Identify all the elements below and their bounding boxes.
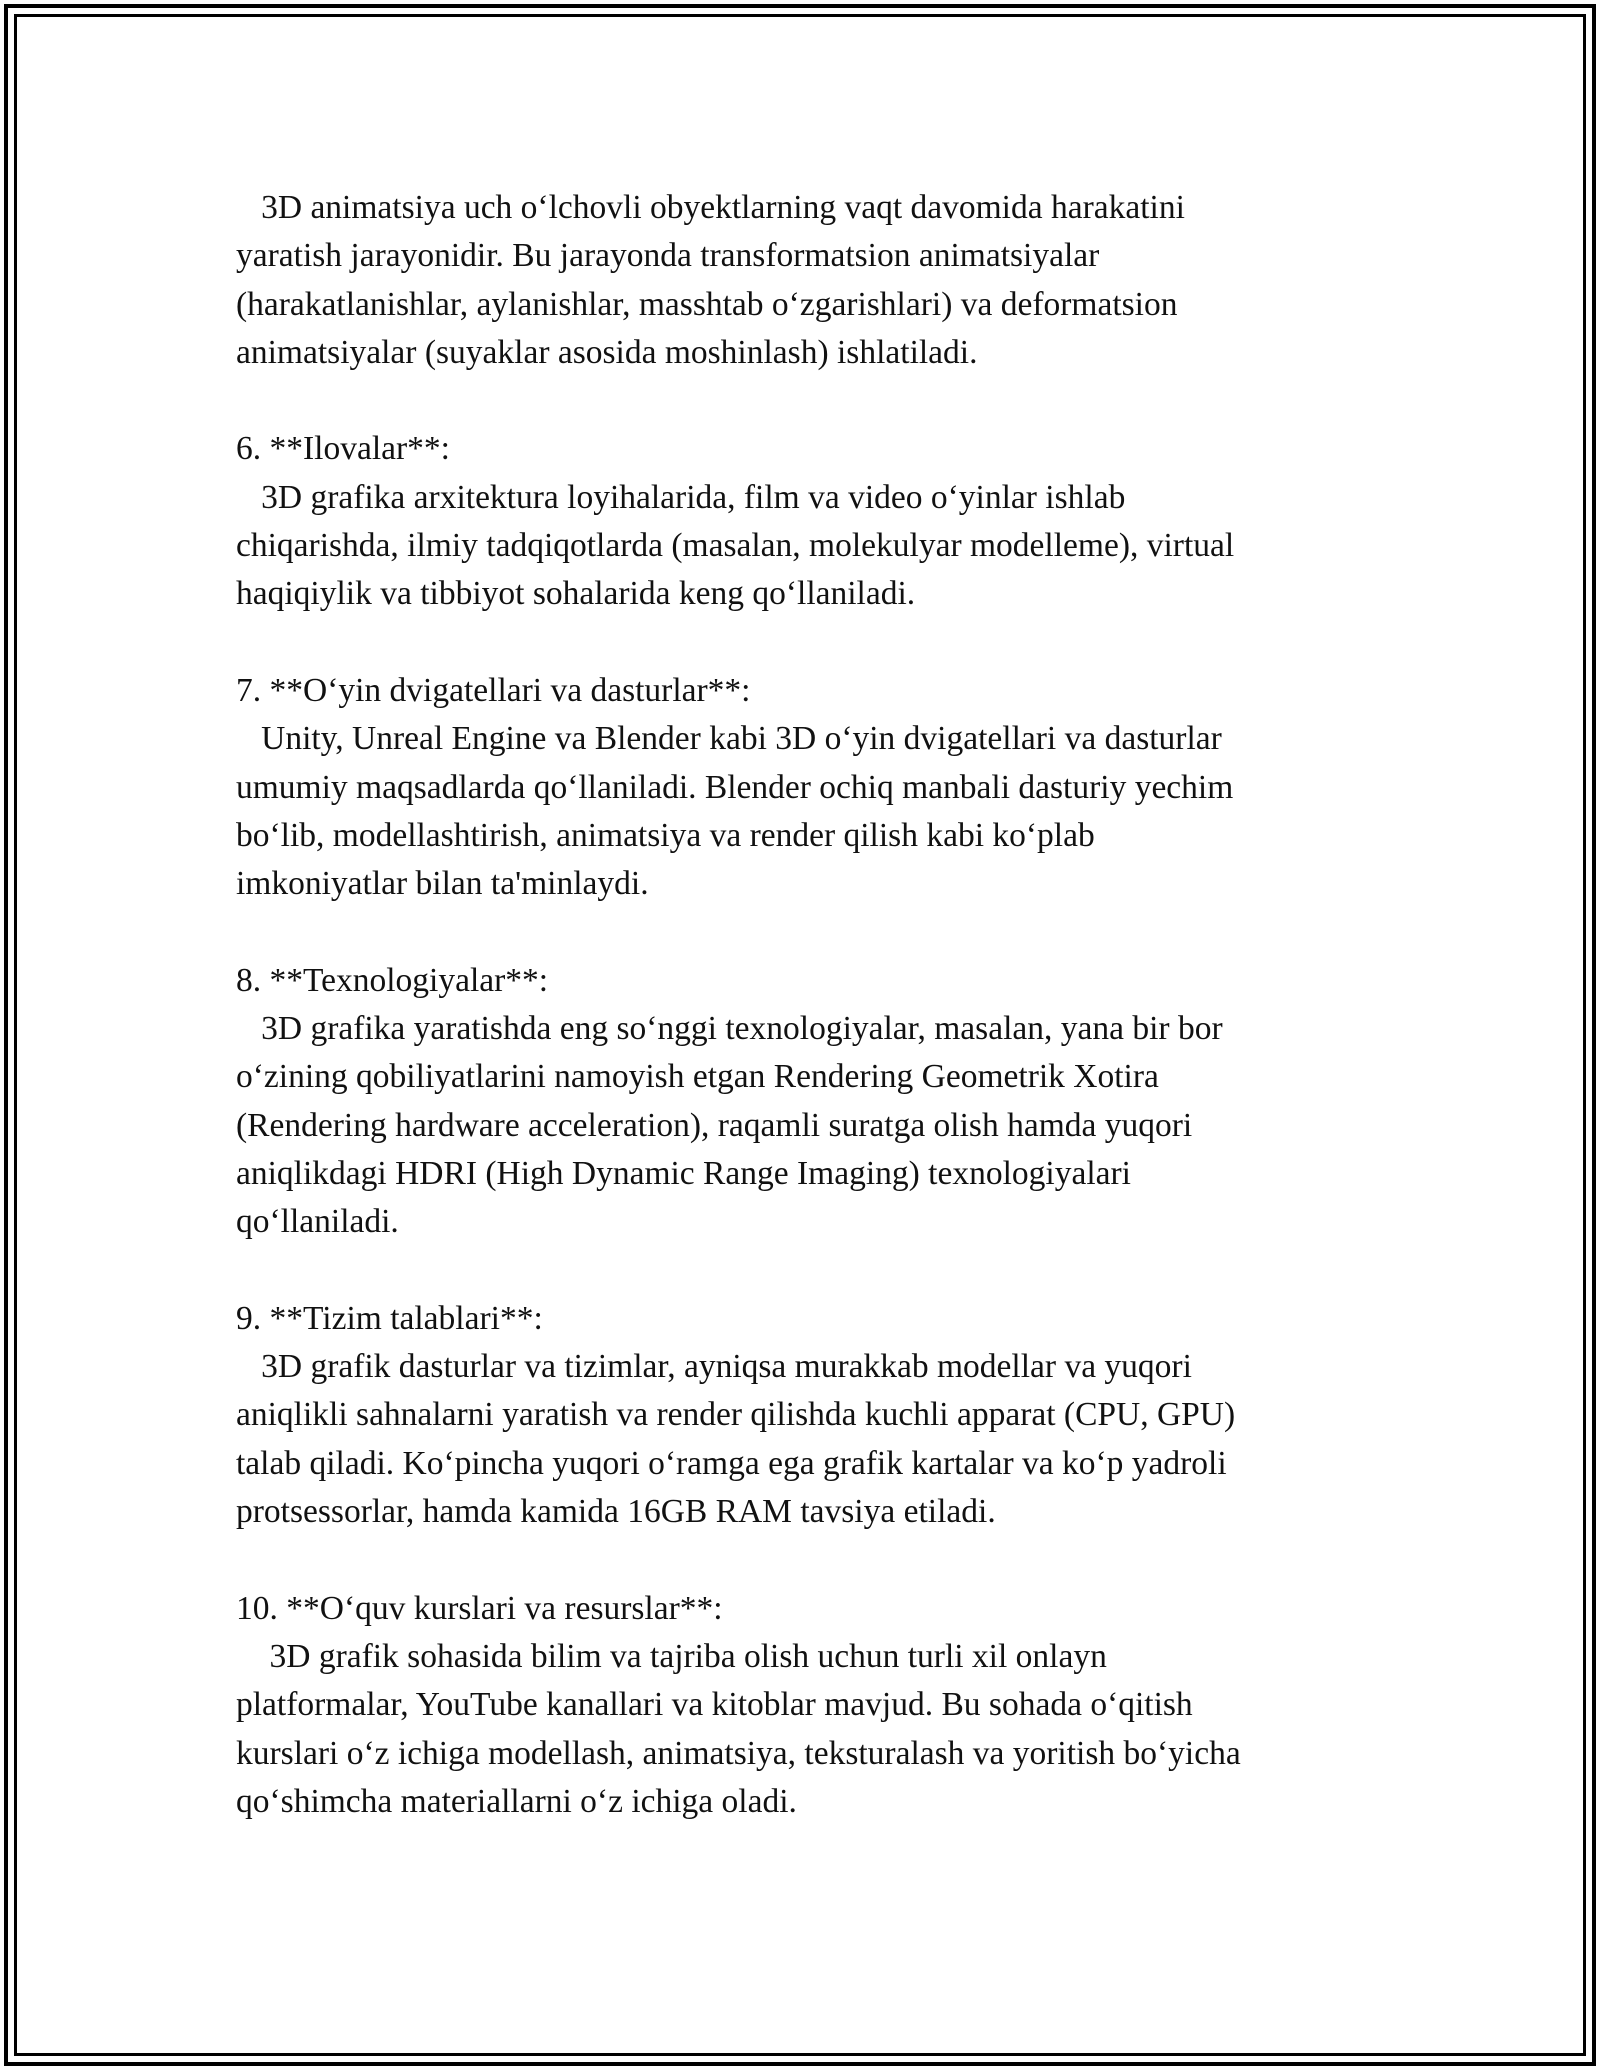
paragraph-gap [236,1247,1386,1295]
paragraph-line: umumiy maqsadlarda qo‘llaniladi. Blender ochiq manbali dasturiy yechim [236,768,1234,806]
document-body [236,184,1386,1826]
paragraph-line: kurslari o‘z ichiga modellash, animatsiya, teksturalash va yoritish bo‘yicha [236,1734,1241,1772]
paragraph-line: 3D grafik dasturlar va tizimlar, ayniqsa murakkab modellar va yuqori [236,1348,1192,1386]
paragraph-line: 3D grafika yaratishda eng so‘nggi texnologiyalar, masalan, yana bir bor [236,1010,1223,1048]
paragraph-gap [236,908,1386,956]
paragraph-line: 3D grafika arxitektura loyihalarida, film va video o‘yinlar ishlab [236,478,1126,516]
paragraph-line: platformalar, YouTube kanallari va kitoblar mavjud. Bu sohada o‘qitish [236,1686,1193,1724]
paragraph-line: o‘zining qobiliyatlarini namoyish etgan Rendering Geometrik Xotira [236,1058,1159,1096]
section-heading: 8. **Texnologiyalar**: [236,961,549,999]
section-heading: 9. **Tizim talablari**: [236,1299,543,1337]
section-heading: 6. **Ilovalar**: [236,430,450,468]
paragraph-line: bo‘lib, modellashtirish, animatsiya va render qilish kabi ko‘plab [236,816,1095,854]
paragraph-line: qo‘shimcha materiallarni o‘z ichiga oladi. [236,1782,797,1820]
paragraph-line: haqiqiylik va tibbiyot sohalarida keng qo‘llaniladi. [236,575,916,613]
paragraph-gap [236,619,1386,667]
paragraph-line: (harakatlanishlar, aylanishlar, masshtab o‘zgarishlari) va deformatsion [236,285,1178,323]
section-heading: 7. **O‘yin dvigatellari va dasturlar**: [236,671,751,709]
section-heading: 10. **O‘quv kurslari va resurslar**: [236,1589,723,1627]
paragraph-line: aniqlikdagi HDRI (High Dynamic Range Imaging) texnologiyalari [236,1154,1131,1192]
paragraph-line: chiqarishda, ilmiy tadqiqotlarda (masalan, molekulyar modelleme), virtual [236,527,1235,565]
paragraph-line: talab qiladi. Ko‘pincha yuqori o‘ramga ega grafik kartalar va ko‘p yadroli [236,1444,1227,1482]
paragraph-line: 3D grafik sohasida bilim va tajriba olish uchun turli xil onlayn [236,1637,1107,1675]
paragraph-line: Unity, Unreal Engine va Blender kabi 3D o‘yin dvigatellari va dasturlar [236,720,1222,758]
paragraph-line: imkoniyatlar bilan ta'minlaydi. [236,865,649,903]
paragraph-line: 3D animatsiya uch o‘lchovli obyektlarning vaqt davomida harakatini [236,189,1185,226]
paragraph-gap [236,377,1386,425]
paragraph-line: protsessorlar, hamda kamida 16GB RAM tavsiya etiladi. [236,1493,996,1531]
paragraph-line: yaratish jarayonidir. Bu jarayonda transformatsion animatsiyalar [236,237,1100,275]
paragraph-line: qo‘llaniladi. [236,1203,399,1241]
paragraph-gap [236,1536,1386,1584]
paragraph-line: (Rendering hardware acceleration), raqamli suratga olish hamda yuqori [236,1106,1193,1144]
paragraph-line: animatsiyalar (suyaklar asosida moshinlash) ishlatiladi. [236,333,978,371]
paragraph-line: aniqlikli sahnalarni yaratish va render qilishda kuchli apparat (CPU, GPU) [236,1396,1236,1434]
